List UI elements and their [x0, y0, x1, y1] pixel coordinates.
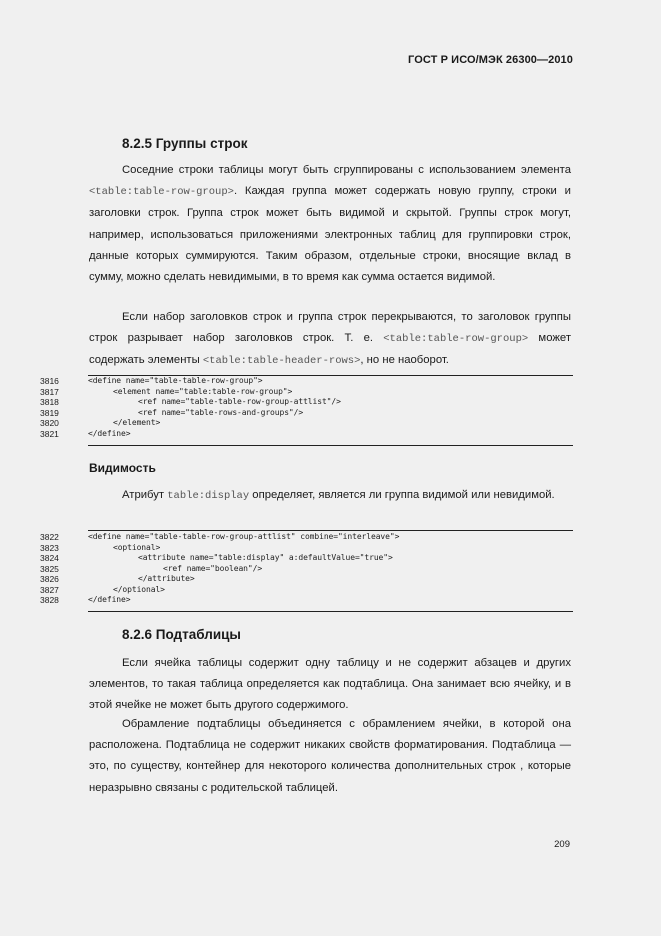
code-inline: table:display: [167, 490, 250, 502]
section-title-row-groups: 8.2.5 Группы строк: [122, 136, 248, 151]
para-text: Обрамление подтаблицы объединяется с обрамлением ячейки, в которой она расположена. Подтаблица не содержит никаких свойств форматирования. Подтаблица — это, по существу, контейнер для некоторого количества дополнительных строк , которые неразрывно связаны с родительской таблицей.: [89, 718, 571, 794]
para-text: . Каждая группа может содержать новую группу, строки и заголовки строк. Группа строк может быть видимой и скрытой. Группы строк могут, например, использоваться приложениями электронных таблиц для группировки строк, данные которых суммируются. Таким образом, отдельные строки, вносящие вклад в сумму, можно сделать невидимыми, в то время как сумма остается видимой.: [89, 185, 571, 284]
paragraph-row-groups-1: [89, 160, 571, 288]
code-line: [40, 408, 573, 418]
code-text: <ref name="table-table-row-group-attlist"/>: [138, 397, 341, 406]
code-line: [40, 387, 573, 397]
code-line: [40, 429, 573, 439]
code-inline: <table:table-row-group>: [89, 186, 234, 199]
standard-header: ГОСТ Р ИСО/МЭК 26300—2010: [408, 54, 573, 66]
code-text: </element>: [113, 418, 161, 427]
line-number: 3820: [40, 418, 59, 428]
code-text: <ref name="table-rows-and-groups"/>: [138, 407, 304, 417]
code-line: [40, 397, 573, 407]
code-inline: <table:table-header-rows>: [202, 355, 361, 368]
code-text: <optional>: [113, 542, 161, 552]
line-number: 3826: [40, 574, 59, 584]
paragraph-subtables-2: [89, 714, 571, 799]
code-text: <ref name="boolean"/>: [163, 563, 263, 573]
para-text: Атрибут: [122, 489, 168, 501]
subsection-title-visibility: Видимость: [89, 461, 156, 475]
para-text: определяет, является ли группа видимой или невидимой.: [249, 489, 555, 501]
section-title-subtables: 8.2.6 Подтаблицы: [122, 627, 241, 642]
schema-code-block-1: [40, 375, 573, 447]
code-rule-bottom: [88, 445, 573, 446]
code-rule-top: [88, 530, 573, 531]
schema-code-block-2: [40, 530, 573, 614]
code-text: <element name="table:table-row-group">: [113, 386, 293, 396]
code-rule-bottom: [88, 611, 573, 612]
code-line: [40, 543, 573, 553]
page-number: 209: [554, 839, 570, 850]
code-line: [40, 585, 573, 595]
code-text: <define name="table-table-row-group-attlist" combine="interleave">: [88, 532, 400, 541]
code-line: [40, 574, 573, 584]
code-text: <define name="table-table-row-group">: [88, 376, 263, 385]
code-line: [40, 595, 573, 605]
line-number: 3819: [40, 407, 59, 418]
code-line: [40, 564, 573, 574]
code-text: </define>: [88, 428, 131, 438]
code-line: [40, 553, 573, 563]
line-number: 3818: [40, 397, 59, 407]
para-text: Соседние строки таблицы могут быть сгруппированы с использованием элемента: [122, 164, 571, 176]
para-text: может содержать элементы: [89, 332, 571, 367]
code-line: [40, 532, 573, 542]
paragraph-visibility: [89, 485, 571, 507]
paragraph-subtables-1: [89, 653, 571, 717]
line-number: 3823: [40, 542, 59, 553]
code-text: </attribute>: [138, 574, 195, 583]
para-text: Если ячейка таблицы содержит одну таблицу и не содержит абзацев и других элементов, то такая таблица определяется как подтаблица. Она занимает всю ячейку, и в этой ячейке не может быть другого содержимого.: [89, 657, 571, 712]
line-number: 3821: [40, 428, 59, 439]
code-line: [40, 376, 573, 386]
line-number: 3817: [40, 386, 59, 397]
line-number: 3824: [40, 553, 59, 563]
line-number: 3822: [40, 532, 59, 542]
line-number: 3816: [40, 376, 59, 386]
code-text: <attribute name="table:display" a:defaultValue="true">: [138, 553, 393, 562]
code-line: [40, 418, 573, 428]
para-text: , но не наоборот.: [360, 354, 449, 367]
line-number: 3828: [40, 595, 59, 605]
para-text: Если набор заголовков строк и группа строк перекрываются, то заголовок группы строк разрывает набор заголовков строк. Т. е.: [89, 311, 571, 345]
line-number: 3827: [40, 584, 59, 595]
line-number: 3825: [40, 563, 59, 574]
code-text: </define>: [88, 595, 131, 604]
code-text: </optional>: [113, 584, 165, 594]
paragraph-row-groups-2: [89, 307, 571, 373]
code-inline: <table:table-row-group>: [383, 333, 529, 346]
